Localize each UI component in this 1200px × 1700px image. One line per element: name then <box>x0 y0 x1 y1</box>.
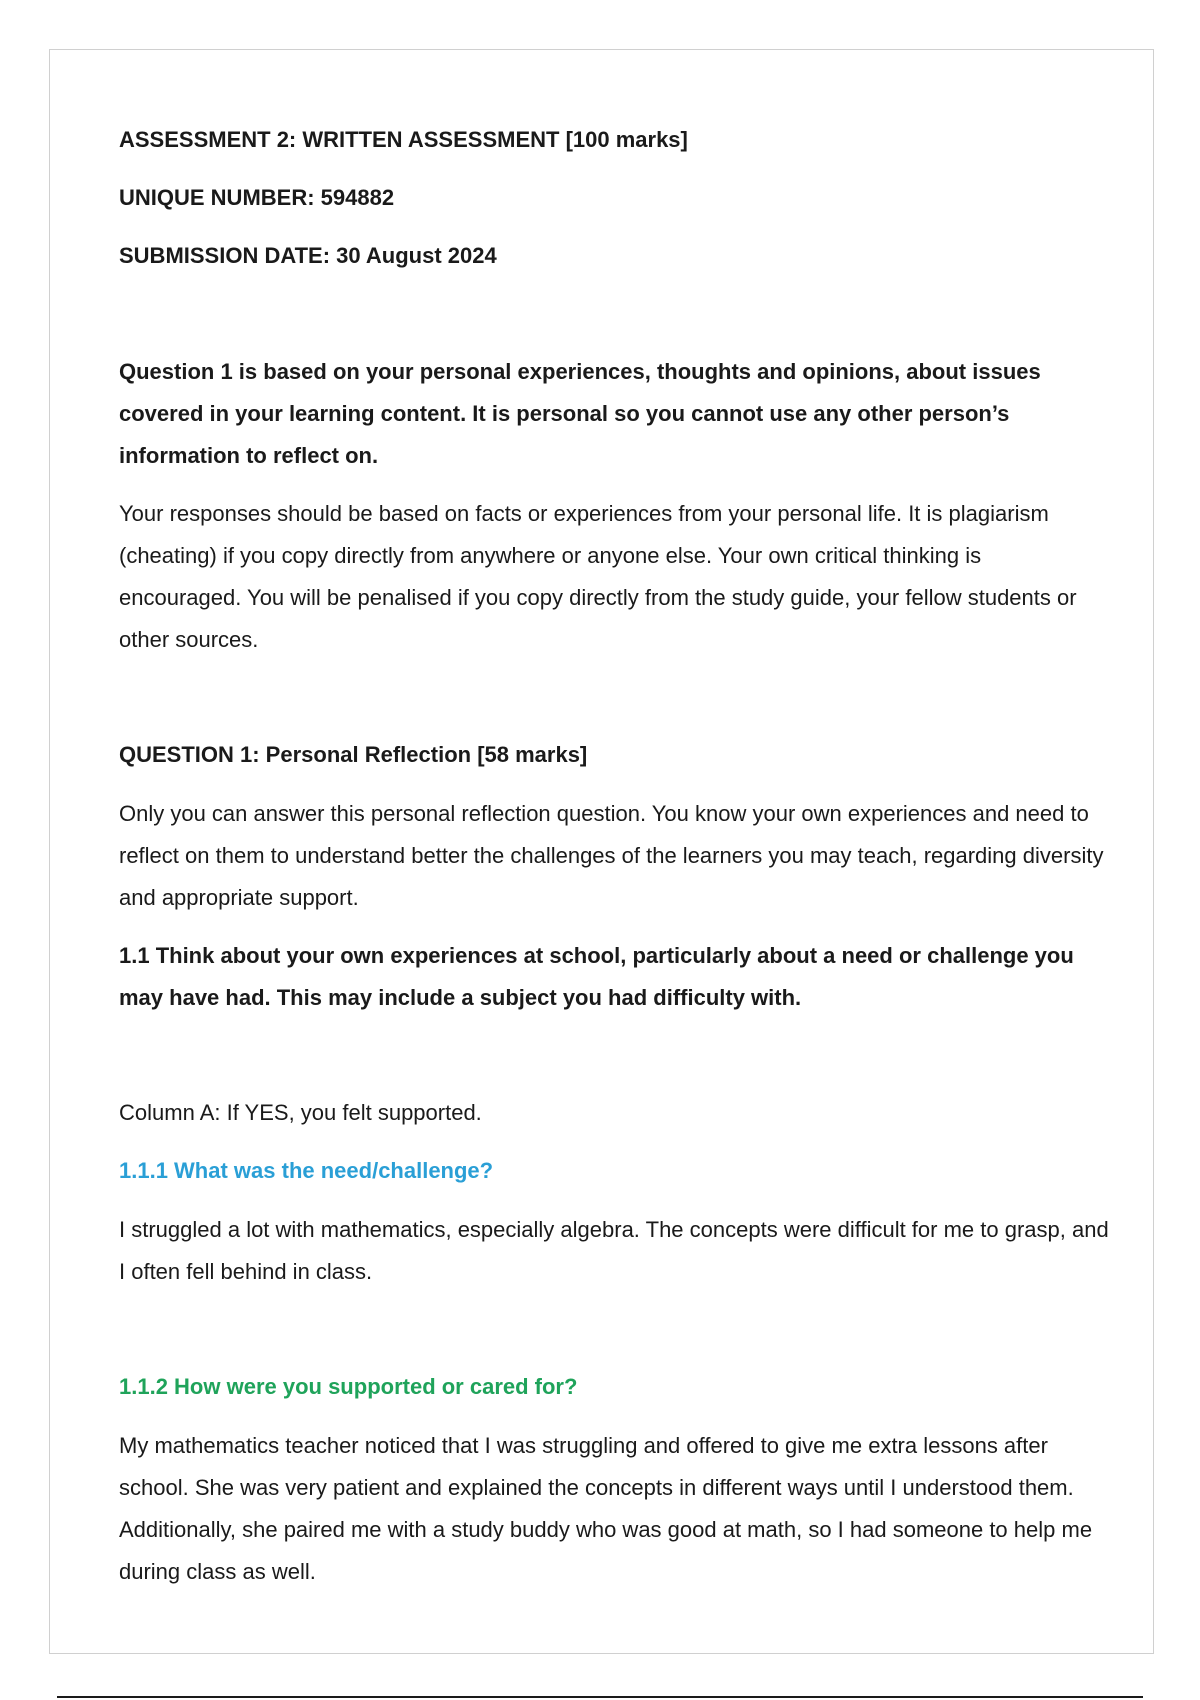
question-1-1-1-answer: I struggled a lot with mathematics, especially algebra. The concepts were difficult for me to grasp, and I often fell behind in class. <box>119 1217 1109 1284</box>
personal-notice: Question 1 is based on your personal experiences, thoughts and opinions, about issues covered in your learning content. It is personal so you cannot use any other person’s information to reflect on. <box>119 359 1041 468</box>
bottom-divider <box>57 1696 1143 1698</box>
question-1-1-1-heading: 1.1.1 What was the need/challenge? <box>119 1158 494 1183</box>
plagiarism-notice: Your responses should be based on facts or experiences from your personal life. It is plagiarism (cheating) if you copy directly from anywhere or anyone else. Your own critical thinking is encouraged. You will be penalised if you copy directly from the study guide, your fellow students or other sources. <box>119 501 1077 652</box>
assessment-title: ASSESSMENT 2: WRITTEN ASSESSMENT [100 marks] <box>119 127 688 152</box>
question-1-1-2-heading: 1.1.2 How were you supported or cared for? <box>119 1374 578 1399</box>
question-1-1-2-answer: My mathematics teacher noticed that I was struggling and offered to give me extra lessons after school. She was very patient and explained the concepts in different ways until I understood them. Additionally, she paired me with a study buddy who was good at math, so I had someone to help me during class as well. <box>119 1433 1093 1584</box>
submission-date: SUBMISSION DATE: 30 August 2024 <box>119 243 497 268</box>
question-1-instruction: Only you can answer this personal reflection question. You know your own experiences and need to reflect on them to understand better the challenges of the learners you may teach, regarding diversity and appropriate support. <box>119 801 1104 910</box>
question-1-1-prompt: 1.1 Think about your own experiences at school, particularly about a need or challenge you may have had. This may include a subject you had difficulty with. <box>119 943 1074 1010</box>
column-a-label: Column A: If YES, you felt supported. <box>119 1100 482 1125</box>
unique-number: UNIQUE NUMBER: 594882 <box>119 185 395 210</box>
question-1-heading: QUESTION 1: Personal Reflection [58 marks] <box>119 742 588 767</box>
